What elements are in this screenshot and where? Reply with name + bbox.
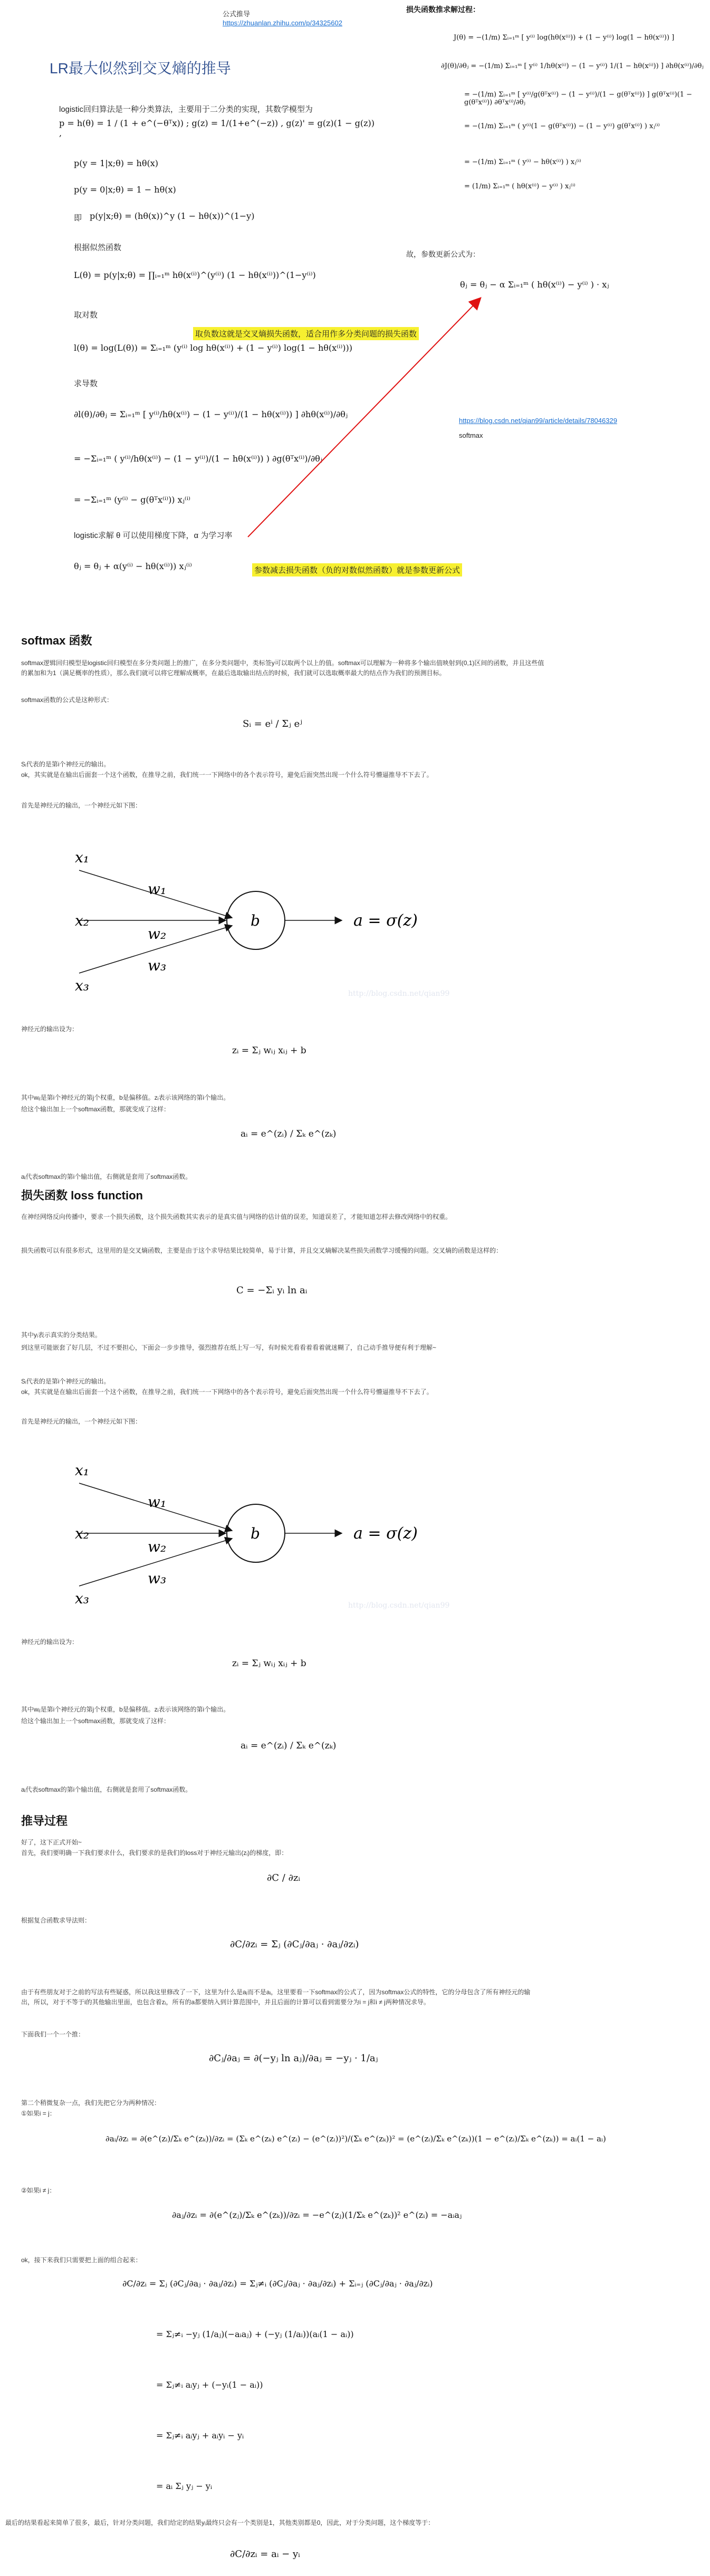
- derivation-eq2: ∂C/∂zᵢ = Σⱼ (∂Cⱼ/∂aⱼ · ∂aⱼ/∂zᵢ): [230, 1939, 359, 1950]
- loss-p4: 到这里可能嵌套了好几层，不过不要担心，下面会一步步推导，强烈推荐在纸上写一写，有时候光看看着看着就迷糊了，自己动手推导便有利于理解~: [21, 1344, 437, 1351]
- derivation-p2: 首先，我们要明确一下我们要求什么，我们要求的是我们的loss对于神经元输出(zᵢ)的梯度，即：: [21, 1849, 288, 1857]
- softmax-p1: softmax逻辑回归模型是logistic回归模型在多分类问题上的推广，在多分类问题中，类标签y可以取两个以上的值。softmax可以理解为一种将多个输出值映射到(0,1)区间的函数，并且这些值的累加和为1（满足概率的性质），那么我们就可以将它理解成概率，在最后选取输出结点的时候，我们就可以选取概率最大的结点作为我们的预测目标。: [21, 659, 544, 677]
- likelihood-eq: L(θ) = p(y|x;θ) = ∏ᵢ₌₁ᵐ hθ(x⁽ⁱ⁾)^(y⁽ⁱ⁾) (1 − hθ(x⁽ⁱ⁾))^(1−y⁽ⁱ⁾): [74, 270, 316, 280]
- output-a: a = σ(z): [353, 1524, 418, 1543]
- update-rule-eq: θⱼ = θⱼ − α Σᵢ₌₁ᵐ ( hθ(x⁽ⁱ⁾) − y⁽ⁱ⁾ ) · xⱼ: [460, 280, 609, 290]
- prob-all: p(y|x;θ) = (hθ(x))^y (1 − hθ(x))^(1−y): [90, 211, 255, 221]
- neuron2-p2: 其中wᵢⱼ是第i个神经元的第j个权重，b是偏移值。zᵢ表示该网络的第i个输出。: [21, 1706, 230, 1713]
- weight-w3: w₃: [148, 1570, 167, 1587]
- derivation-p1: 好了，这下正式开始~: [21, 1839, 82, 1846]
- loss-p2: 损失函数可以有很多形式，这里用的是交叉熵函数，主要是由于这个求导结果比较简单，易于计算，并且交叉熵解决某些损失函数学习缓慢的问题。交叉熵的函数是这样的：: [21, 1247, 503, 1254]
- softmax-ref-link[interactable]: https://blog.csdn.net/qian99/article/details/78046329: [459, 417, 617, 425]
- neuron2-eq2: aᵢ = e^(zᵢ) / Σₖ e^(zₖ): [241, 1741, 337, 1751]
- neuron-eq2: aᵢ = e^(zᵢ) / Σₖ e^(zₖ): [241, 1129, 337, 1139]
- header-label: 公式推导: [223, 10, 251, 18]
- weight-w3: w₃: [148, 957, 167, 974]
- intro-text: logistic回归算法是一种分类算法，主要用于二分类的实现，其数学模型为: [59, 105, 313, 114]
- neuron2-p3: 给这个输出加上一个softmax函数，那就变成了这样：: [21, 1717, 170, 1725]
- derivation-eq8: = Σⱼ≠ᵢ aᵢyⱼ + (−yᵢ(1 − aᵢ)): [156, 2380, 263, 2390]
- neuron-diagram: [58, 839, 438, 997]
- input-x3: x₃: [75, 1590, 90, 1607]
- derivation-p10: 最后的结果看起来简单了很多，最后，针对分类问题，我们给定的结果yᵢ最终只会有一个类别是1，其他类别都是0，因此，对于分类问题，这个梯度等于：: [5, 2519, 435, 2526]
- page-title: LR最大似然到交叉熵的推导: [50, 60, 231, 76]
- bias-b: b: [251, 1525, 260, 1542]
- derivation-heading: 推导过程: [21, 1814, 68, 1828]
- cost-deriv-step3: = −(1/m) Σᵢ₌₁ᵐ ( y⁽ⁱ⁾(1 − g(θᵀx⁽ⁱ⁾)) − (1 − y⁽ⁱ⁾) g(θᵀx⁽ⁱ⁾) ) xⱼ⁽ⁱ⁾: [464, 122, 660, 130]
- loss-eq: C = −Σᵢ yᵢ ln aᵢ: [236, 1285, 308, 1296]
- repeat-p1: Sᵢ代表的是第i个神经元的输出。: [21, 1378, 110, 1385]
- weight-w1: w₁: [148, 880, 167, 898]
- derivation-eq6: ∂C/∂zᵢ = Σⱼ (∂Cⱼ/∂aⱼ · ∂aⱼ/∂zᵢ) = Σⱼ≠ᵢ (∂Cⱼ/∂aⱼ · ∂aⱼ/∂zᵢ) + Σᵢ₌ⱼ (∂Cⱼ/∂aⱼ · ∂aⱼ/∂zᵢ): [122, 2279, 433, 2289]
- derivation-eq9: = Σⱼ≠ᵢ aᵢyⱼ + aᵢyᵢ − yᵢ: [156, 2430, 244, 2440]
- neuron-eq1: zᵢ = Σⱼ wᵢⱼ xᵢⱼ + b: [232, 1045, 306, 1056]
- derivation-p5: 下面我们一个一个推：: [21, 2031, 85, 2038]
- update-rule-label: 故，参数更新公式为：: [406, 250, 480, 258]
- gradient-label: logistic求解 θ 可以使用梯度下降，α 为学习率: [74, 531, 233, 540]
- weight-w2: w₂: [148, 925, 167, 943]
- update-note-highlight: 参数减去损失函数（负的对数似然函数）就是参数更新公式: [252, 563, 462, 576]
- derivation-eq3: ∂Cⱼ/∂aⱼ = ∂(−yⱼ ln aⱼ)/∂aⱼ = −yⱼ · 1/aⱼ: [209, 2053, 378, 2064]
- cost-deriv-step1: ∂J(θ)/∂θⱼ = −(1/m) Σᵢ₌₁ᵐ [ y⁽ⁱ⁾ 1/hθ(x⁽ⁱ⁾) − (1 − y⁽ⁱ⁾) 1/(1 − hθ(x⁽ⁱ⁾)) ] ∂hθ(x⁽ⁱ⁾)/∂θⱼ: [441, 62, 704, 70]
- derivation-eq4: ∂aᵢ/∂zᵢ = ∂(e^(zᵢ)/Σₖ e^(zₖ))/∂zᵢ = (Σₖ e^(zₖ) e^(zᵢ) − (e^(zᵢ))²)/(Σₖ e^(zₖ))² = (e^(zᵢ)/Σₖ e^(zₖ))(1 − e^(zᵢ)/Σₖ e^(zₖ)) = aᵢ(1 − aᵢ): [105, 2134, 606, 2144]
- derivative-label: 求导数: [74, 379, 98, 388]
- derivation-p7: ①如果i = j：: [21, 2110, 56, 2117]
- cost-deriv-step2: = −(1/m) Σᵢ₌₁ᵐ [ y⁽ⁱ⁾/g(θᵀx⁽ⁱ⁾) − (1 − y⁽ⁱ⁾)/(1 − g(θᵀx⁽ⁱ⁾)) ] g(θᵀx⁽ⁱ⁾)(1 − g(θᵀx⁽ⁱ⁾)) ∂θᵀx⁽ⁱ⁾/∂θⱼ: [464, 91, 693, 107]
- cost-eq: J(θ) = −(1/m) Σᵢ₌₁ᵐ [ y⁽ⁱ⁾ log(hθ(x⁽ⁱ⁾)) + (1 − y⁽ⁱ⁾) log(1 − hθ(x⁽ⁱ⁾)) ]: [454, 34, 675, 42]
- derivation-eq5: ∂aⱼ/∂zᵢ = ∂(e^(zⱼ)/Σₖ e^(zₖ))/∂zᵢ = −e^(zⱼ)(1/Σₖ e^(zₖ))² e^(zᵢ) = −aᵢaⱼ: [172, 2210, 462, 2220]
- model-equation: p = h(θ) = 1 / (1 + e^(−θᵀx)) ; g(z) = 1/(1+e^(−z)) , g(z)' = g(z)(1 − g(z)) ,: [59, 118, 375, 138]
- input-x1: x₁: [75, 1462, 90, 1479]
- softmax-p2: softmax函数的公式是这种形式：: [21, 696, 113, 704]
- prob-y0: p(y = 0|x;θ) = 1 − hθ(x): [74, 185, 176, 195]
- loss-heading: 损失函数 loss function: [21, 1189, 143, 1202]
- derivation-p4: 由于有些朋友对于之前的写法有些疑惑，所以我这里修改了一下，这里为什么是aⱼ而不是aᵢ，这里要看一下softmax的公式了，因为softmax公式的特性，它的分母包含了所有神经元的输出，所以，对于不等于i的其他输出里面，也包含着zᵢ，所有的a都要纳入到计算范围中，并且后面的计算可以看到需要分为i = j和i ≠ j两种情况求导。: [21, 1988, 531, 2006]
- bias-b: b: [251, 912, 260, 929]
- annotation-arrow: [0, 0, 710, 633]
- neuron-p2: 其中wᵢⱼ是第i个神经元的第j个权重，b是偏移值。zᵢ表示该网络的第i个输出。: [21, 1094, 230, 1101]
- derivative-step1: ∂l(θ)/∂θⱼ = Σᵢ₌₁ᵐ [ y⁽ⁱ⁾/hθ(x⁽ⁱ⁾) − (1 − y⁽ⁱ⁾)/(1 − hθ(x⁽ⁱ⁾)) ] ∂hθ(x⁽ⁱ⁾)/∂θⱼ: [74, 409, 348, 419]
- neuron-p4: aᵢ代表softmax的第i个输出值，右侧就是套用了softmax函数。: [21, 1173, 192, 1180]
- neuron-p1: 神经元的输出设为：: [21, 1025, 79, 1033]
- softmax-eq: Sᵢ = eⁱ / Σⱼ eʲ: [243, 718, 302, 729]
- log-label: 取对数: [74, 311, 98, 320]
- header-link[interactable]: https://zhuanlan.zhihu.com/p/34325602: [223, 19, 342, 27]
- softmax-ref-label: softmax: [459, 431, 483, 439]
- derivation-p9: ok，接下来我们只需要把上面的组合起来：: [21, 2256, 142, 2264]
- neuron-diagram-2: [58, 1452, 438, 1610]
- watermark-2: http://blog.csdn.net/qian99: [348, 1601, 450, 1610]
- right-heading: 损失函数推求解过程：: [406, 5, 480, 14]
- log-likelihood-eq: l(θ) = log(L(θ)) = Σᵢ₌₁ᵐ (y⁽ⁱ⁾ log hθ(x⁽ⁱ⁾) + (1 − y⁽ⁱ⁾) log(1 − hθ(x⁽ⁱ⁾))): [74, 343, 352, 353]
- cost-deriv-step4: = −(1/m) Σᵢ₌₁ᵐ ( y⁽ⁱ⁾ − hθ(x⁽ⁱ⁾) ) xⱼ⁽ⁱ⁾: [464, 158, 581, 166]
- input-x2: x₂: [75, 1525, 90, 1542]
- derivation-p8: ②如果i ≠ j：: [21, 2187, 56, 2194]
- derivation-eq1: ∂C / ∂zᵢ: [267, 1872, 300, 1883]
- weight-w1: w₁: [148, 1493, 167, 1511]
- prob-all-label: 即: [74, 214, 82, 223]
- softmax-heading: softmax 函数: [21, 634, 92, 647]
- log-note-highlight: 取负数这就是交叉熵损失函数，适合用作多分类问题的损失函数: [193, 327, 419, 340]
- weight-w2: w₂: [148, 1538, 167, 1555]
- loss-p3: 其中yᵢ表示真实的分类结果。: [21, 1331, 101, 1339]
- watermark: http://blog.csdn.net/qian99: [348, 989, 450, 998]
- output-a: a = σ(z): [353, 911, 418, 930]
- input-x3: x₃: [75, 977, 90, 994]
- loss-p1: 在神经网络反向传播中，要求一个损失函数，这个损失函数其实表示的是真实值与网络的估计值的误差，知道误差了，才能知道怎样去修改网络中的权重。: [21, 1213, 452, 1220]
- derivative-step2: = −Σᵢ₌₁ᵐ ( y⁽ⁱ⁾/hθ(x⁽ⁱ⁾) − (1 − y⁽ⁱ⁾)/(1 − hθ(x⁽ⁱ⁾)) ) ∂g(θᵀx⁽ⁱ⁾)/∂θⱼ: [74, 454, 323, 464]
- softmax-p5: 首先是神经元的输出，一个神经元如下图：: [21, 802, 142, 809]
- neuron2-eq1: zᵢ = Σⱼ wᵢⱼ xᵢⱼ + b: [232, 1658, 306, 1669]
- prob-y1: p(y = 1|x;θ) = hθ(x): [74, 158, 158, 168]
- input-x1: x₁: [75, 849, 90, 866]
- input-x2: x₂: [75, 912, 90, 929]
- repeat-p2: ok，其实就是在输出后面套一个这个函数，在推导之前，我们统一一下网络中的各个表示符号，避免后面突然出现一个什么符号懵逼推导不下去了。: [21, 1388, 433, 1396]
- derivative-step3: = −Σᵢ₌₁ᵐ (y⁽ⁱ⁾ − g(θᵀx⁽ⁱ⁾)) xⱼ⁽ⁱ⁾: [74, 495, 190, 505]
- cost-deriv-step5: = (1/m) Σᵢ₌₁ᵐ ( hθ(x⁽ⁱ⁾) − y⁽ⁱ⁾ ) xⱼ⁽ⁱ⁾: [464, 182, 575, 190]
- derivation-p6: 第二个稍微复杂一点，我们先把它分为两种情况：: [21, 2099, 161, 2107]
- derivation-eq11: ∂C/∂zᵢ = aᵢ − yᵢ: [230, 2549, 300, 2560]
- repeat-p3: 首先是神经元的输出，一个神经元如下图：: [21, 1418, 142, 1425]
- update-eq: θⱼ = θⱼ + α(y⁽ⁱ⁾ − hθ(x⁽ⁱ⁾)) xⱼ⁽ⁱ⁾: [74, 561, 192, 571]
- softmax-p4: ok，其实就是在输出后面套一个这个函数，在推导之前，我们统一一下网络中的各个表示符号，避免后面突然出现一个什么符号懵逼推导不下去了。: [21, 771, 433, 778]
- derivation-eq7: = Σⱼ≠ᵢ −yⱼ (1/aⱼ)(−aᵢaⱼ) + (−yⱼ (1/aᵢ))(aᵢ(1 − aᵢ)): [156, 2329, 354, 2339]
- derivation-p3: 根据复合函数求导法则：: [21, 1917, 91, 1924]
- derivation-eq10: = aᵢ Σⱼ yⱼ − yᵢ: [156, 2481, 213, 2491]
- likelihood-label: 根据似然函数: [74, 243, 122, 252]
- neuron2-p1: 神经元的输出设为：: [21, 1638, 79, 1646]
- softmax-p3: Sᵢ代表的是第i个神经元的输出。: [21, 761, 110, 768]
- neuron2-p4: aᵢ代表softmax的第i个输出值，右侧就是套用了softmax函数。: [21, 1786, 192, 1793]
- neuron-p3: 给这个输出加上一个softmax函数，那就变成了这样：: [21, 1106, 170, 1113]
